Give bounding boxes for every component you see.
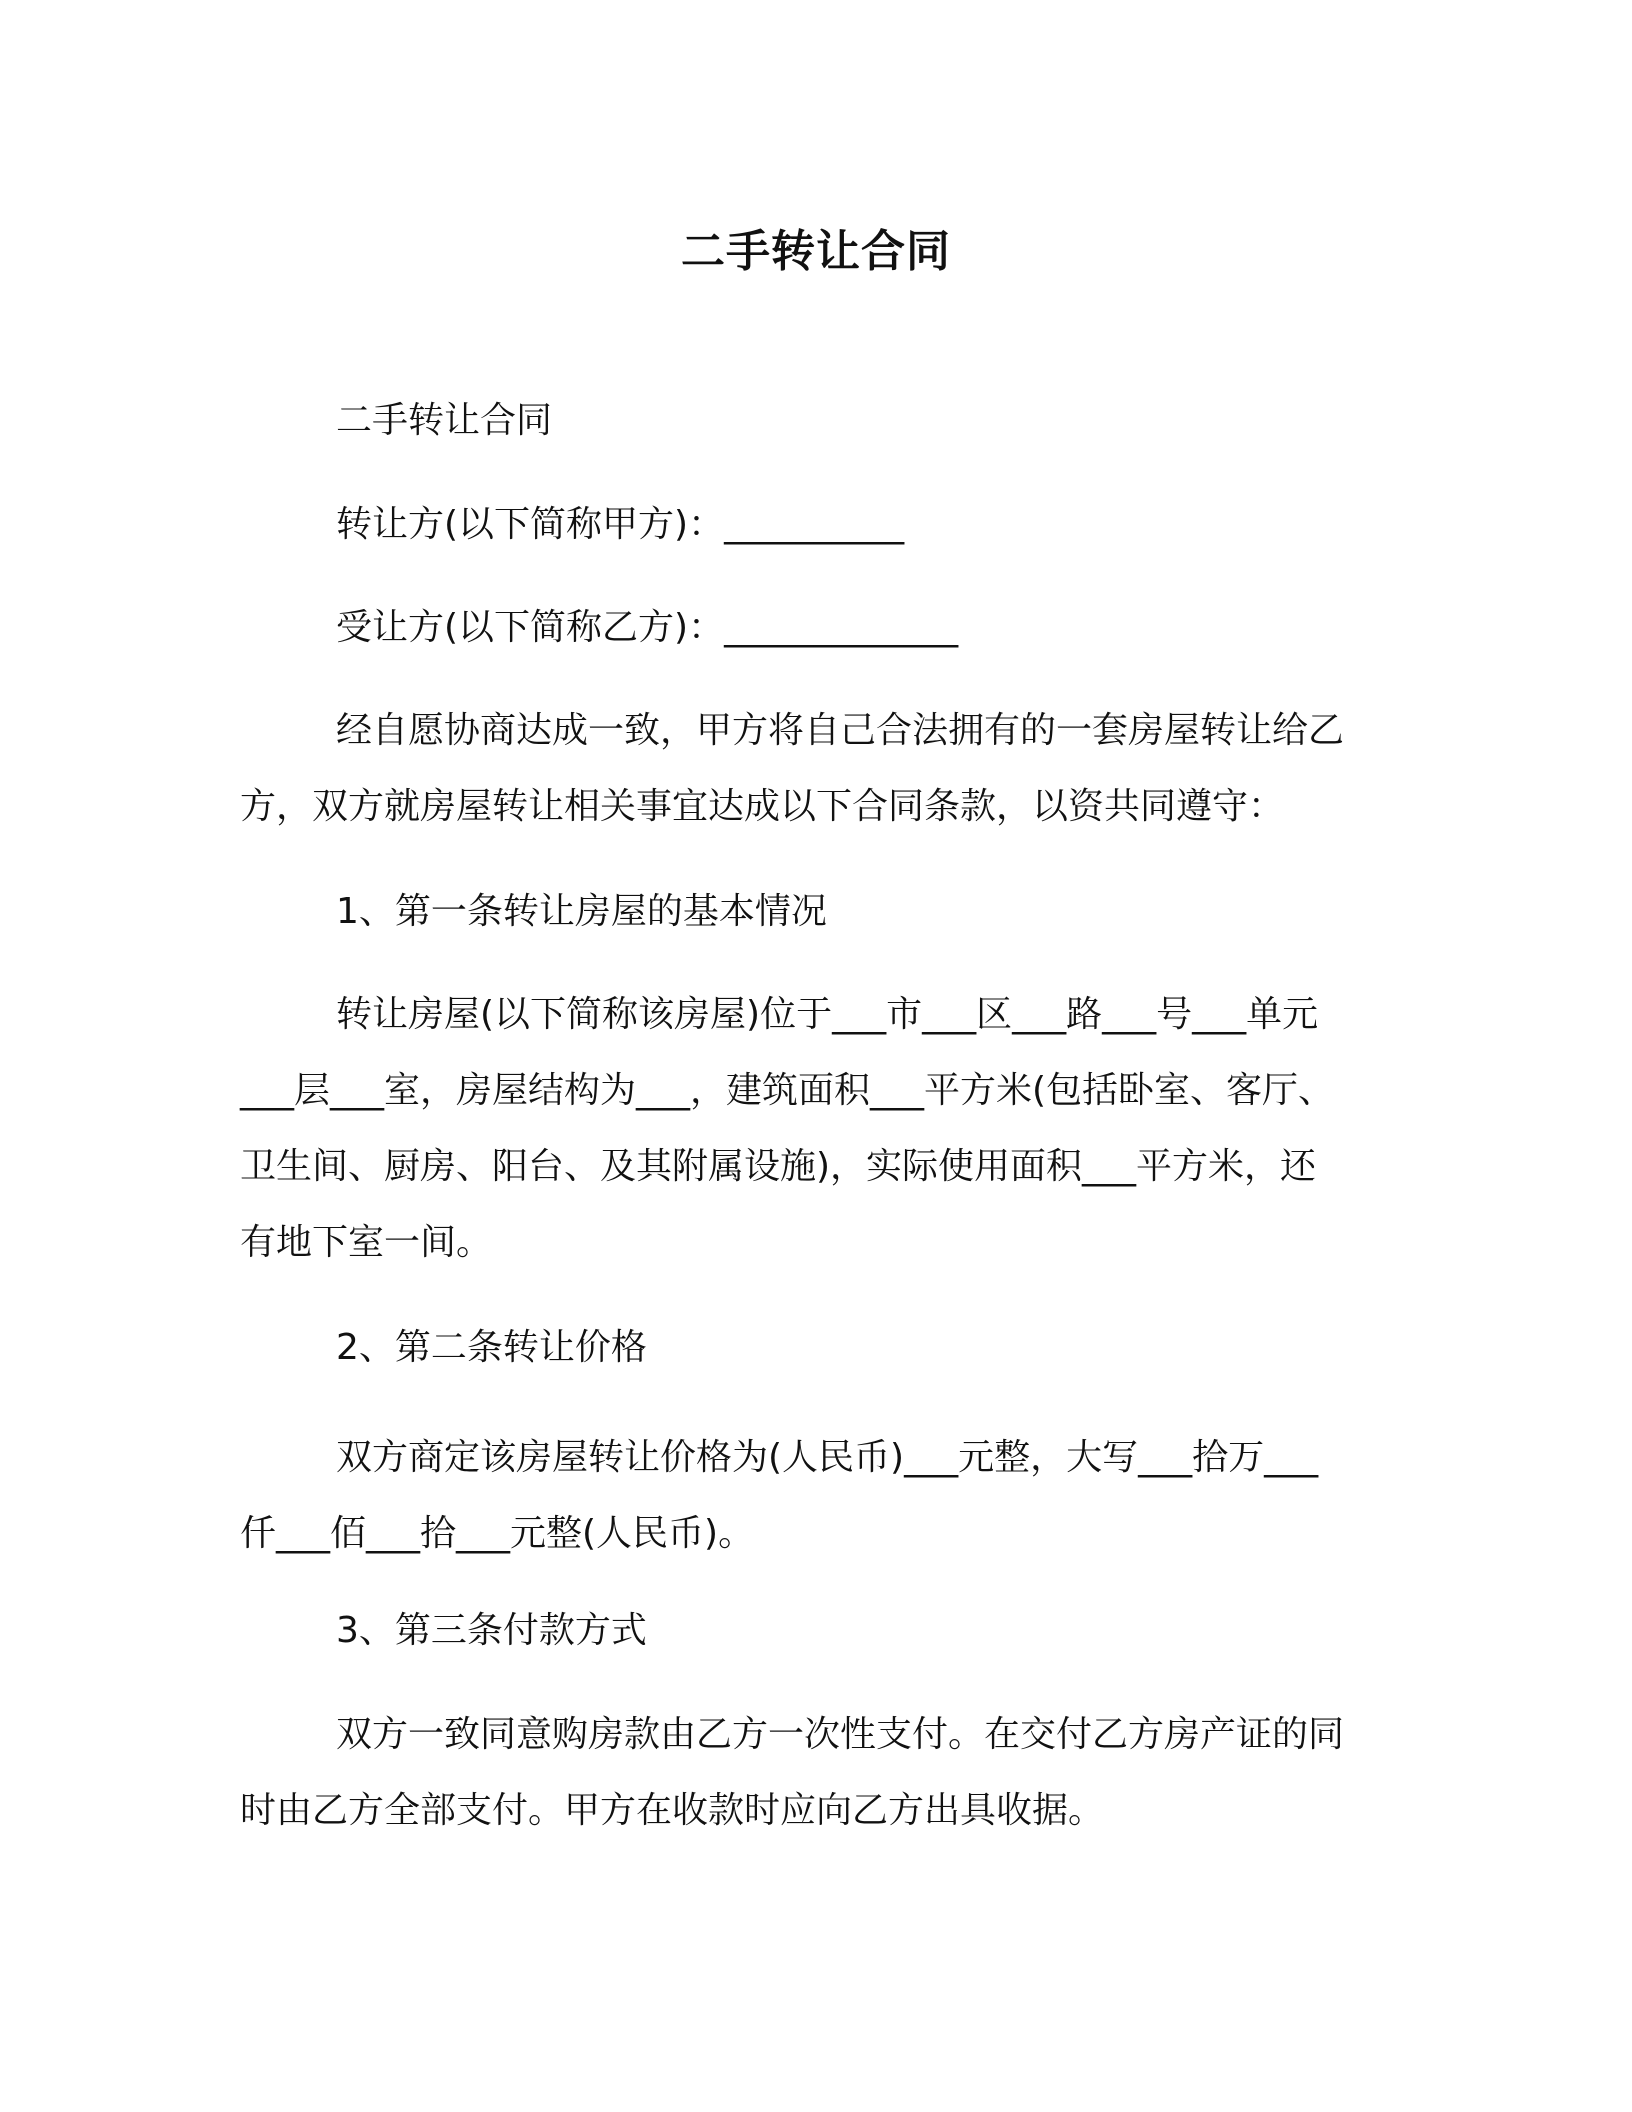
paragraph-line: 经自愿协商达成一致，甲方将自己合法拥有的一套房屋转让给乙 — [336, 710, 1345, 751]
section-heading: 1、第一条转让房屋的基本情况 — [336, 891, 827, 932]
section-3-heading — [240, 1593, 1388, 1669]
section-heading: 3、第三条付款方式 — [336, 1610, 647, 1651]
section-1-heading — [240, 874, 1388, 950]
paragraph-line: 卫生间、厨房、阳台、及其附属设施)，实际使用面积___平方米，还 — [240, 1146, 1317, 1187]
transferee-line — [240, 590, 1388, 666]
paragraph-line: 双方商定该房屋转让价格为(人民币)___元整，大写___拾万___ — [336, 1437, 1319, 1478]
paragraph-line: 有地下室一间。 — [240, 1222, 493, 1263]
paragraph-line: 转让房屋(以下简称该房屋)位于___市___区___路___号___单元 — [336, 994, 1319, 1035]
section-1-body — [240, 977, 1388, 1281]
document-subtitle — [240, 383, 1388, 459]
section-2-heading — [240, 1310, 1388, 1386]
subtitle-text: 二手转让合同 — [336, 400, 553, 441]
paragraph-line: ___层___室，房屋结构为___，建筑面积___平方米(包括卧室、客厅、 — [240, 1070, 1335, 1111]
intro-paragraph — [240, 693, 1388, 845]
transferee-text: 受让方(以下简称乙方)：_____________ — [336, 607, 959, 648]
paragraph-line: 方，双方就房屋转让相关事宜达成以下合同条款，以资共同遵守： — [240, 786, 1285, 827]
section-2-body — [240, 1420, 1388, 1572]
document-title: 二手转让合同 — [681, 226, 951, 277]
transferor-line — [240, 487, 1388, 563]
transferor-text: 转让方(以下简称甲方)：__________ — [336, 504, 905, 545]
paragraph-line: 时由乙方全部支付。甲方在收款时应向乙方出具收据。 — [240, 1790, 1105, 1831]
section-3-body — [240, 1697, 1388, 1849]
paragraph-line: 仟___佰___拾___元整(人民币)。 — [240, 1513, 755, 1554]
section-heading: 2、第二条转让价格 — [336, 1327, 647, 1368]
paragraph-line: 双方一致同意购房款由乙方一次性支付。在交付乙方房产证的同 — [336, 1714, 1345, 1755]
